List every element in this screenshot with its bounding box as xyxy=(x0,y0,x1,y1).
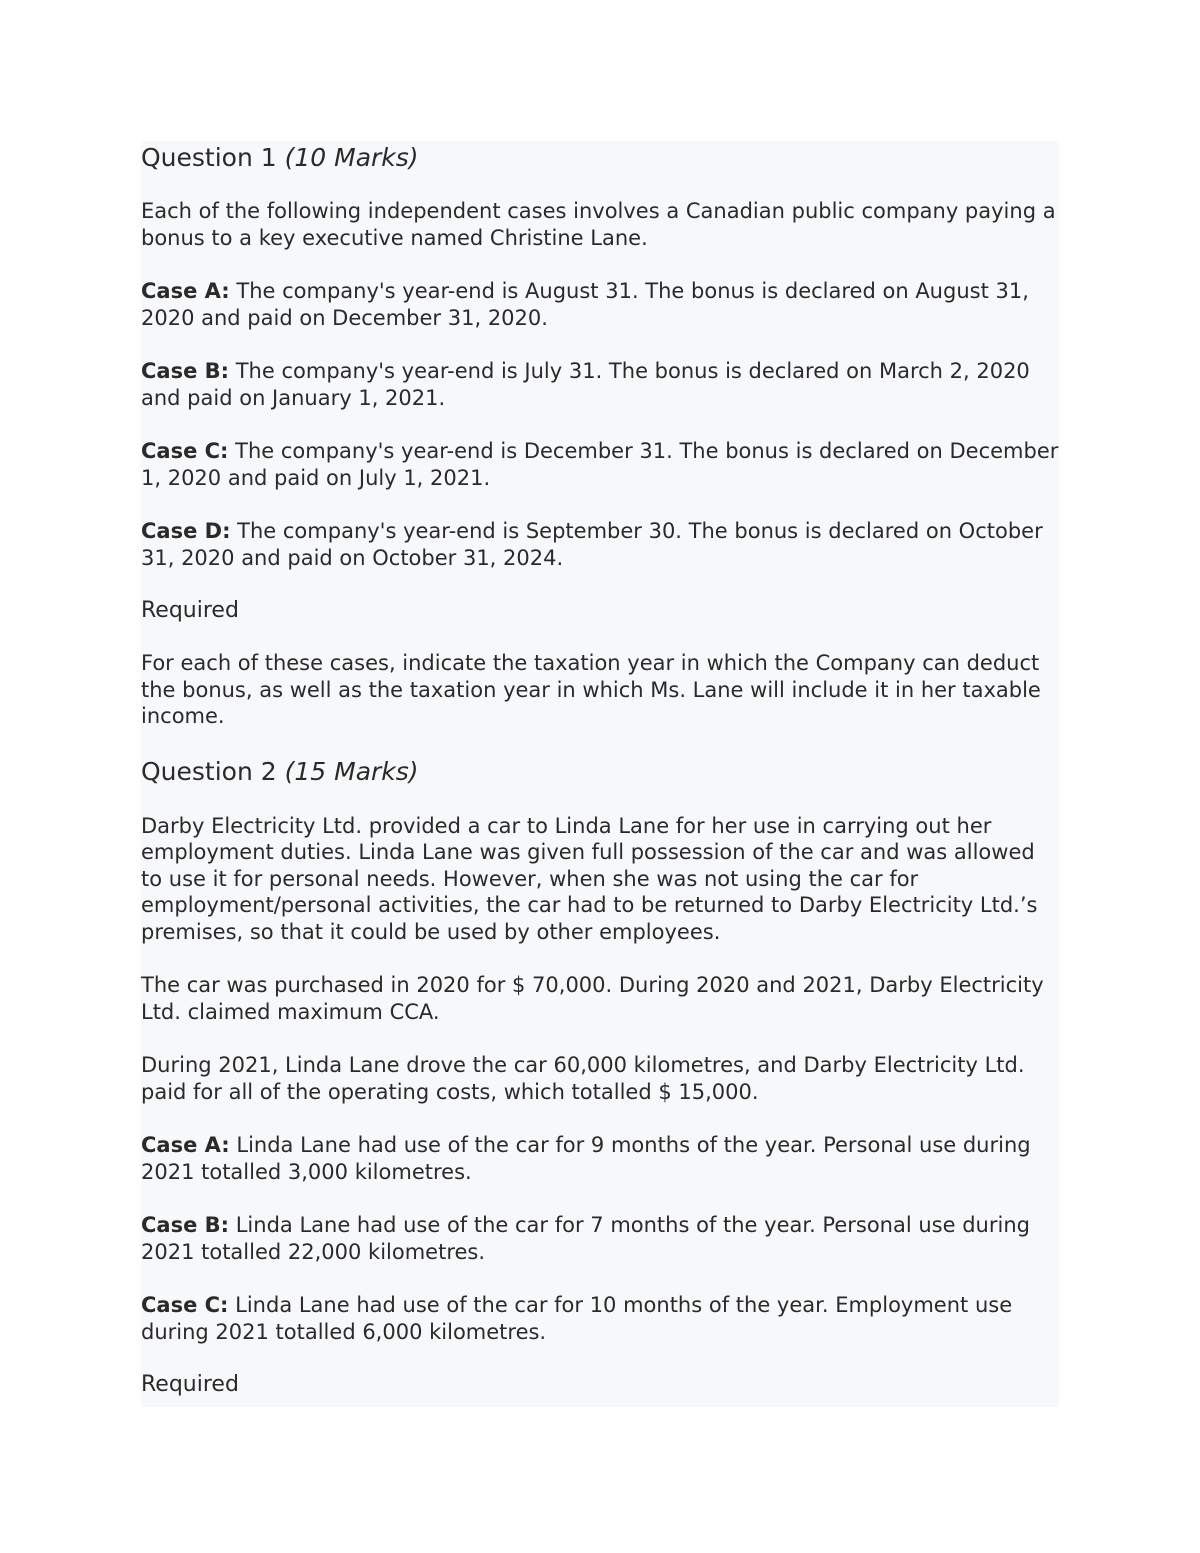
question-1-marks: (10 Marks) xyxy=(284,143,419,172)
q1-case-c xyxy=(141,438,1059,491)
q2-case-b xyxy=(141,1212,1059,1265)
q2-required-heading: Required xyxy=(141,1372,239,1397)
document-body xyxy=(141,141,1059,1407)
q2-paragraph-2: The car was purchased in 2020 for $ 70,000. During 2020 and 2021, Darby Electricity Ltd. claimed maximum CCA. xyxy=(141,973,1044,1024)
q2-case-c-label: Case C: xyxy=(141,1293,229,1317)
q2-case-c-text: Linda Lane had use of the car for 10 months of the year. Employment use during 2021 totalled 6,000 kilometres. xyxy=(141,1293,1013,1344)
q1-case-d-text: The company's year-end is September 30. The bonus is declared on October 31, 2020 and paid on October 31, 2024. xyxy=(141,519,1043,570)
q2-paragraph-1: Darby Electricity Ltd. provided a car to Linda Lane for her use in carrying out her employment duties. Linda Lane was given full possession of the car and was allowed to use it for personal needs. However, when she was not using the car for employment/personal activities, the car had to be returned to Darby Electricity Ltd.’s premises, so that it could be used by other employees. xyxy=(141,813,1038,944)
q2-paragraph-3: During 2021, Linda Lane drove the car 60,000 kilometres, and Darby Electricity Ltd. paid for all of the operating costs, which totalled $ 15,000. xyxy=(141,1053,1025,1104)
q1-required-heading: Required xyxy=(141,598,239,623)
q2-case-a xyxy=(141,1132,1059,1185)
question-1-title: Question 1 xyxy=(141,143,277,172)
q2-case-a-text: Linda Lane had use of the car for 9 months of the year. Personal use during 2021 totalled 3,000 kilometres. xyxy=(141,1133,1031,1184)
question-1-intro: Each of the following independent cases involves a Canadian public company paying a bonus to a key executive named Christine Lane. xyxy=(141,199,1056,250)
q1-case-a xyxy=(141,278,1059,331)
q1-case-b-label: Case B: xyxy=(141,359,230,383)
q1-required-text: For each of these cases, indicate the taxation year in which the Company can deduct the bonus, as well as the taxation year in which Ms. Lane will include it in her taxable income. xyxy=(141,651,1041,728)
q2-case-b-text: Linda Lane had use of the car for 7 months of the year. Personal use during 2021 totalled 22,000 kilometres. xyxy=(141,1213,1030,1264)
q1-case-d-label: Case D: xyxy=(141,519,231,543)
q1-case-c-label: Case C: xyxy=(141,439,229,463)
q2-case-b-label: Case B: xyxy=(141,1213,230,1237)
question-1-heading xyxy=(141,142,1059,174)
q1-case-c-text: The company's year-end is December 31. The bonus is declared on December 1, 2020 and paid on July 1, 2021. xyxy=(141,439,1059,490)
q2-case-c xyxy=(141,1292,1059,1345)
q1-case-b xyxy=(141,358,1059,411)
question-2-title: Question 2 xyxy=(141,756,277,786)
q1-case-b-text: The company's year-end is July 31. The bonus is declared on March 2, 2020 and paid on January 1, 2021. xyxy=(141,359,1030,410)
question-2-heading xyxy=(141,756,1059,788)
q1-case-a-text: The company's year-end is August 31. The bonus is declared on August 31, 2020 and paid on December 31, 2020. xyxy=(141,279,1029,330)
q1-case-a-label: Case A: xyxy=(141,279,230,303)
q2-case-a-label: Case A: xyxy=(141,1133,230,1157)
question-2-marks: (15 Marks) xyxy=(284,756,419,786)
q1-case-d xyxy=(141,518,1059,571)
